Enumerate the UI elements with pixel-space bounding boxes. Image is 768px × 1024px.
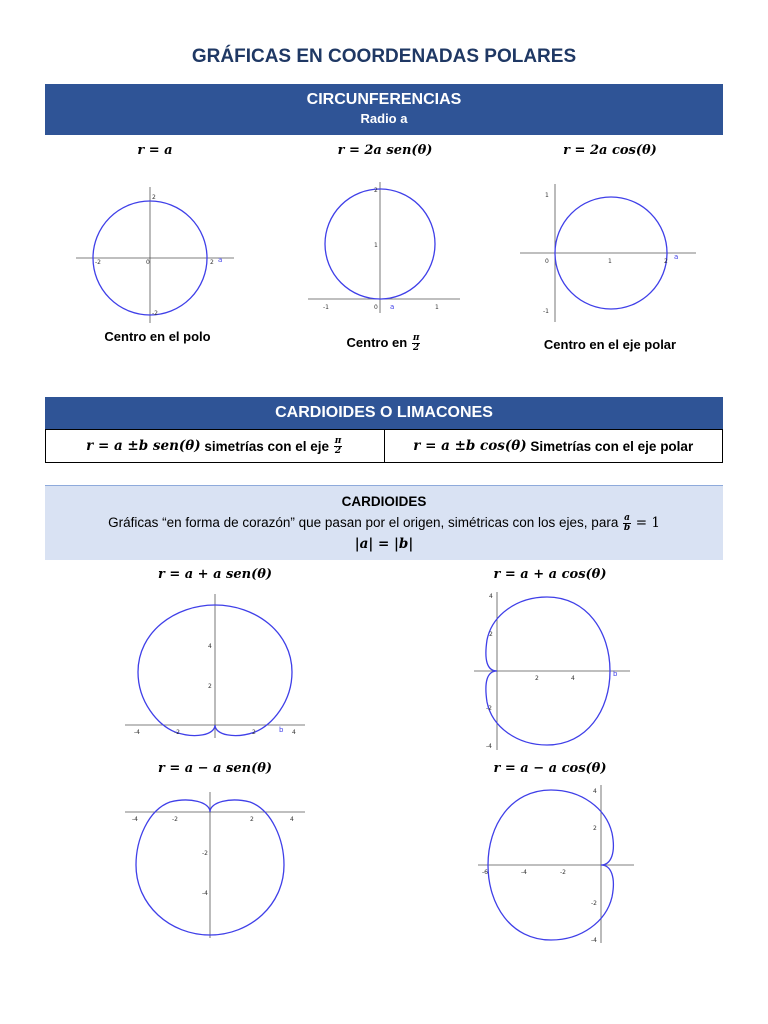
tick-pos4: 4 — [290, 816, 294, 823]
caption-circle-cos: Centro en el eje polar — [543, 337, 677, 352]
tick-neg2: -2 — [95, 259, 101, 266]
tick-y2: 2 — [593, 825, 597, 832]
tick-neg2: -2 — [172, 816, 178, 823]
plot-cardioid-plus-sen — [120, 592, 310, 740]
plot-circle-sen — [305, 180, 463, 315]
caption-circle-sen-text: Centro en — [346, 334, 408, 350]
tick-yneg4: -4 — [486, 743, 492, 750]
page-title: GRÁFICAS EN COORDENADAS POLARES — [191, 46, 577, 67]
plot-cardioid-minus-sen — [120, 790, 310, 940]
fraction-a-b — [623, 514, 631, 533]
tick-zero: 0 — [545, 258, 549, 265]
tick-neg4: -4 — [134, 729, 140, 736]
circumferences-header — [45, 84, 723, 135]
fraction-pi-half — [334, 437, 343, 456]
frac-den: 2 — [413, 343, 420, 353]
plot-circle-pole — [70, 185, 240, 325]
tick-y2: 2 — [489, 631, 493, 638]
limacons-header: CARDIOIDES O LIMACONES — [45, 397, 723, 429]
plot-cardioid-minus-cos — [476, 783, 636, 945]
cardioids-equals-one: = 1 — [635, 515, 660, 532]
tick-neg2: -2 — [174, 729, 180, 736]
tick-yneg2: -2 — [486, 705, 492, 712]
tick-yneg4: -4 — [202, 890, 208, 897]
limacon-cos-cell — [385, 430, 723, 462]
label-b: b — [279, 726, 284, 734]
frac-num: a — [624, 513, 630, 523]
tick-neg2: -2 — [560, 869, 566, 876]
caption-circle-sen — [305, 334, 463, 353]
tick-x2: 2 — [664, 258, 668, 265]
tick-zero: 0 — [146, 259, 150, 266]
caption-circle-pole: Centro en el polo — [104, 329, 211, 344]
tick-y4: 4 — [208, 643, 212, 650]
circumferences-subtitle: Radio a — [360, 111, 408, 126]
tick-neg4: -4 — [521, 869, 527, 876]
frac-num: π — [334, 435, 342, 446]
limacons-equations-table — [45, 429, 723, 463]
tick-y1: 1 — [545, 192, 549, 199]
tick-neg1: -1 — [323, 304, 329, 311]
tick-y1: 1 — [374, 242, 378, 249]
tick-y4: 4 — [593, 788, 597, 795]
cardioids-description-text: Gráficas “en forma de corazón” que pasan por el origen, simétricas con los ejes, para — [108, 515, 619, 531]
tick-neg4: -4 — [132, 816, 138, 823]
limacon-cos-text: Simetrías con el eje polar — [526, 438, 694, 454]
limacon-sen-text: simetrías con el eje — [200, 438, 333, 454]
label-a: a — [218, 256, 223, 264]
eq-circle-pole: r = a — [137, 143, 173, 158]
tick-pos2: 2 — [252, 729, 256, 736]
tick-x1: 1 — [608, 258, 612, 265]
plot-cardioid-plus-cos — [472, 590, 632, 752]
tick-yneg2: -2 — [202, 850, 208, 857]
tick-pos2: 2 — [210, 259, 214, 266]
cardioids-info-box — [45, 485, 723, 560]
cardioids-condition: |a| = |b| — [354, 536, 414, 552]
tick-yneg4: -4 — [591, 937, 597, 944]
eq-circle-cos: r = 2a cos(θ) — [563, 143, 657, 158]
circumferences-title: CIRCUNFERENCIAS — [306, 91, 462, 108]
plot-circle-cos — [518, 182, 698, 324]
frac-num: π — [412, 333, 420, 343]
tick-ytop: 2 — [152, 194, 156, 201]
eq-cardioid-plus-cos: r = a + a cos(θ) — [493, 567, 607, 582]
cardioids-description — [45, 514, 723, 533]
tick-y2: 2 — [374, 187, 378, 194]
limacon-sen-math: r = a ±b sen(θ) — [86, 438, 201, 454]
eq-cardioid-minus-cos: r = a − a cos(θ) — [493, 761, 607, 776]
limacon-sen-cell — [46, 430, 385, 462]
tick-pos1: 1 — [435, 304, 439, 311]
tick-x4: 4 — [571, 675, 575, 682]
tick-y2: 2 — [208, 683, 212, 690]
frac-den: 2 — [334, 445, 342, 456]
frac-den: b — [623, 523, 631, 533]
label-a: a — [674, 253, 679, 261]
tick-pos2: 2 — [250, 816, 254, 823]
fraction-pi-half — [412, 334, 421, 353]
tick-neg6: -6 — [482, 869, 488, 876]
label-b: b — [613, 670, 618, 678]
tick-pos4: 4 — [292, 729, 296, 736]
tick-zero: 0 — [374, 304, 378, 311]
tick-yneg1: -1 — [543, 308, 549, 315]
tick-x2: 2 — [535, 675, 539, 682]
tick-y4: 4 — [489, 593, 493, 600]
tick-yneg2: -2 — [591, 900, 597, 907]
cardioids-title: CARDIOIDES — [341, 494, 427, 509]
tick-ybot: -2 — [152, 310, 158, 317]
label-a: a — [390, 303, 395, 311]
eq-cardioid-plus-sen: r = a + a sen(θ) — [157, 567, 273, 582]
limacon-cos-math: r = a ±b cos(θ) — [413, 438, 527, 454]
eq-circle-sen: r = 2a sen(θ) — [337, 143, 433, 158]
eq-cardioid-minus-sen: r = a − a sen(θ) — [157, 761, 273, 776]
